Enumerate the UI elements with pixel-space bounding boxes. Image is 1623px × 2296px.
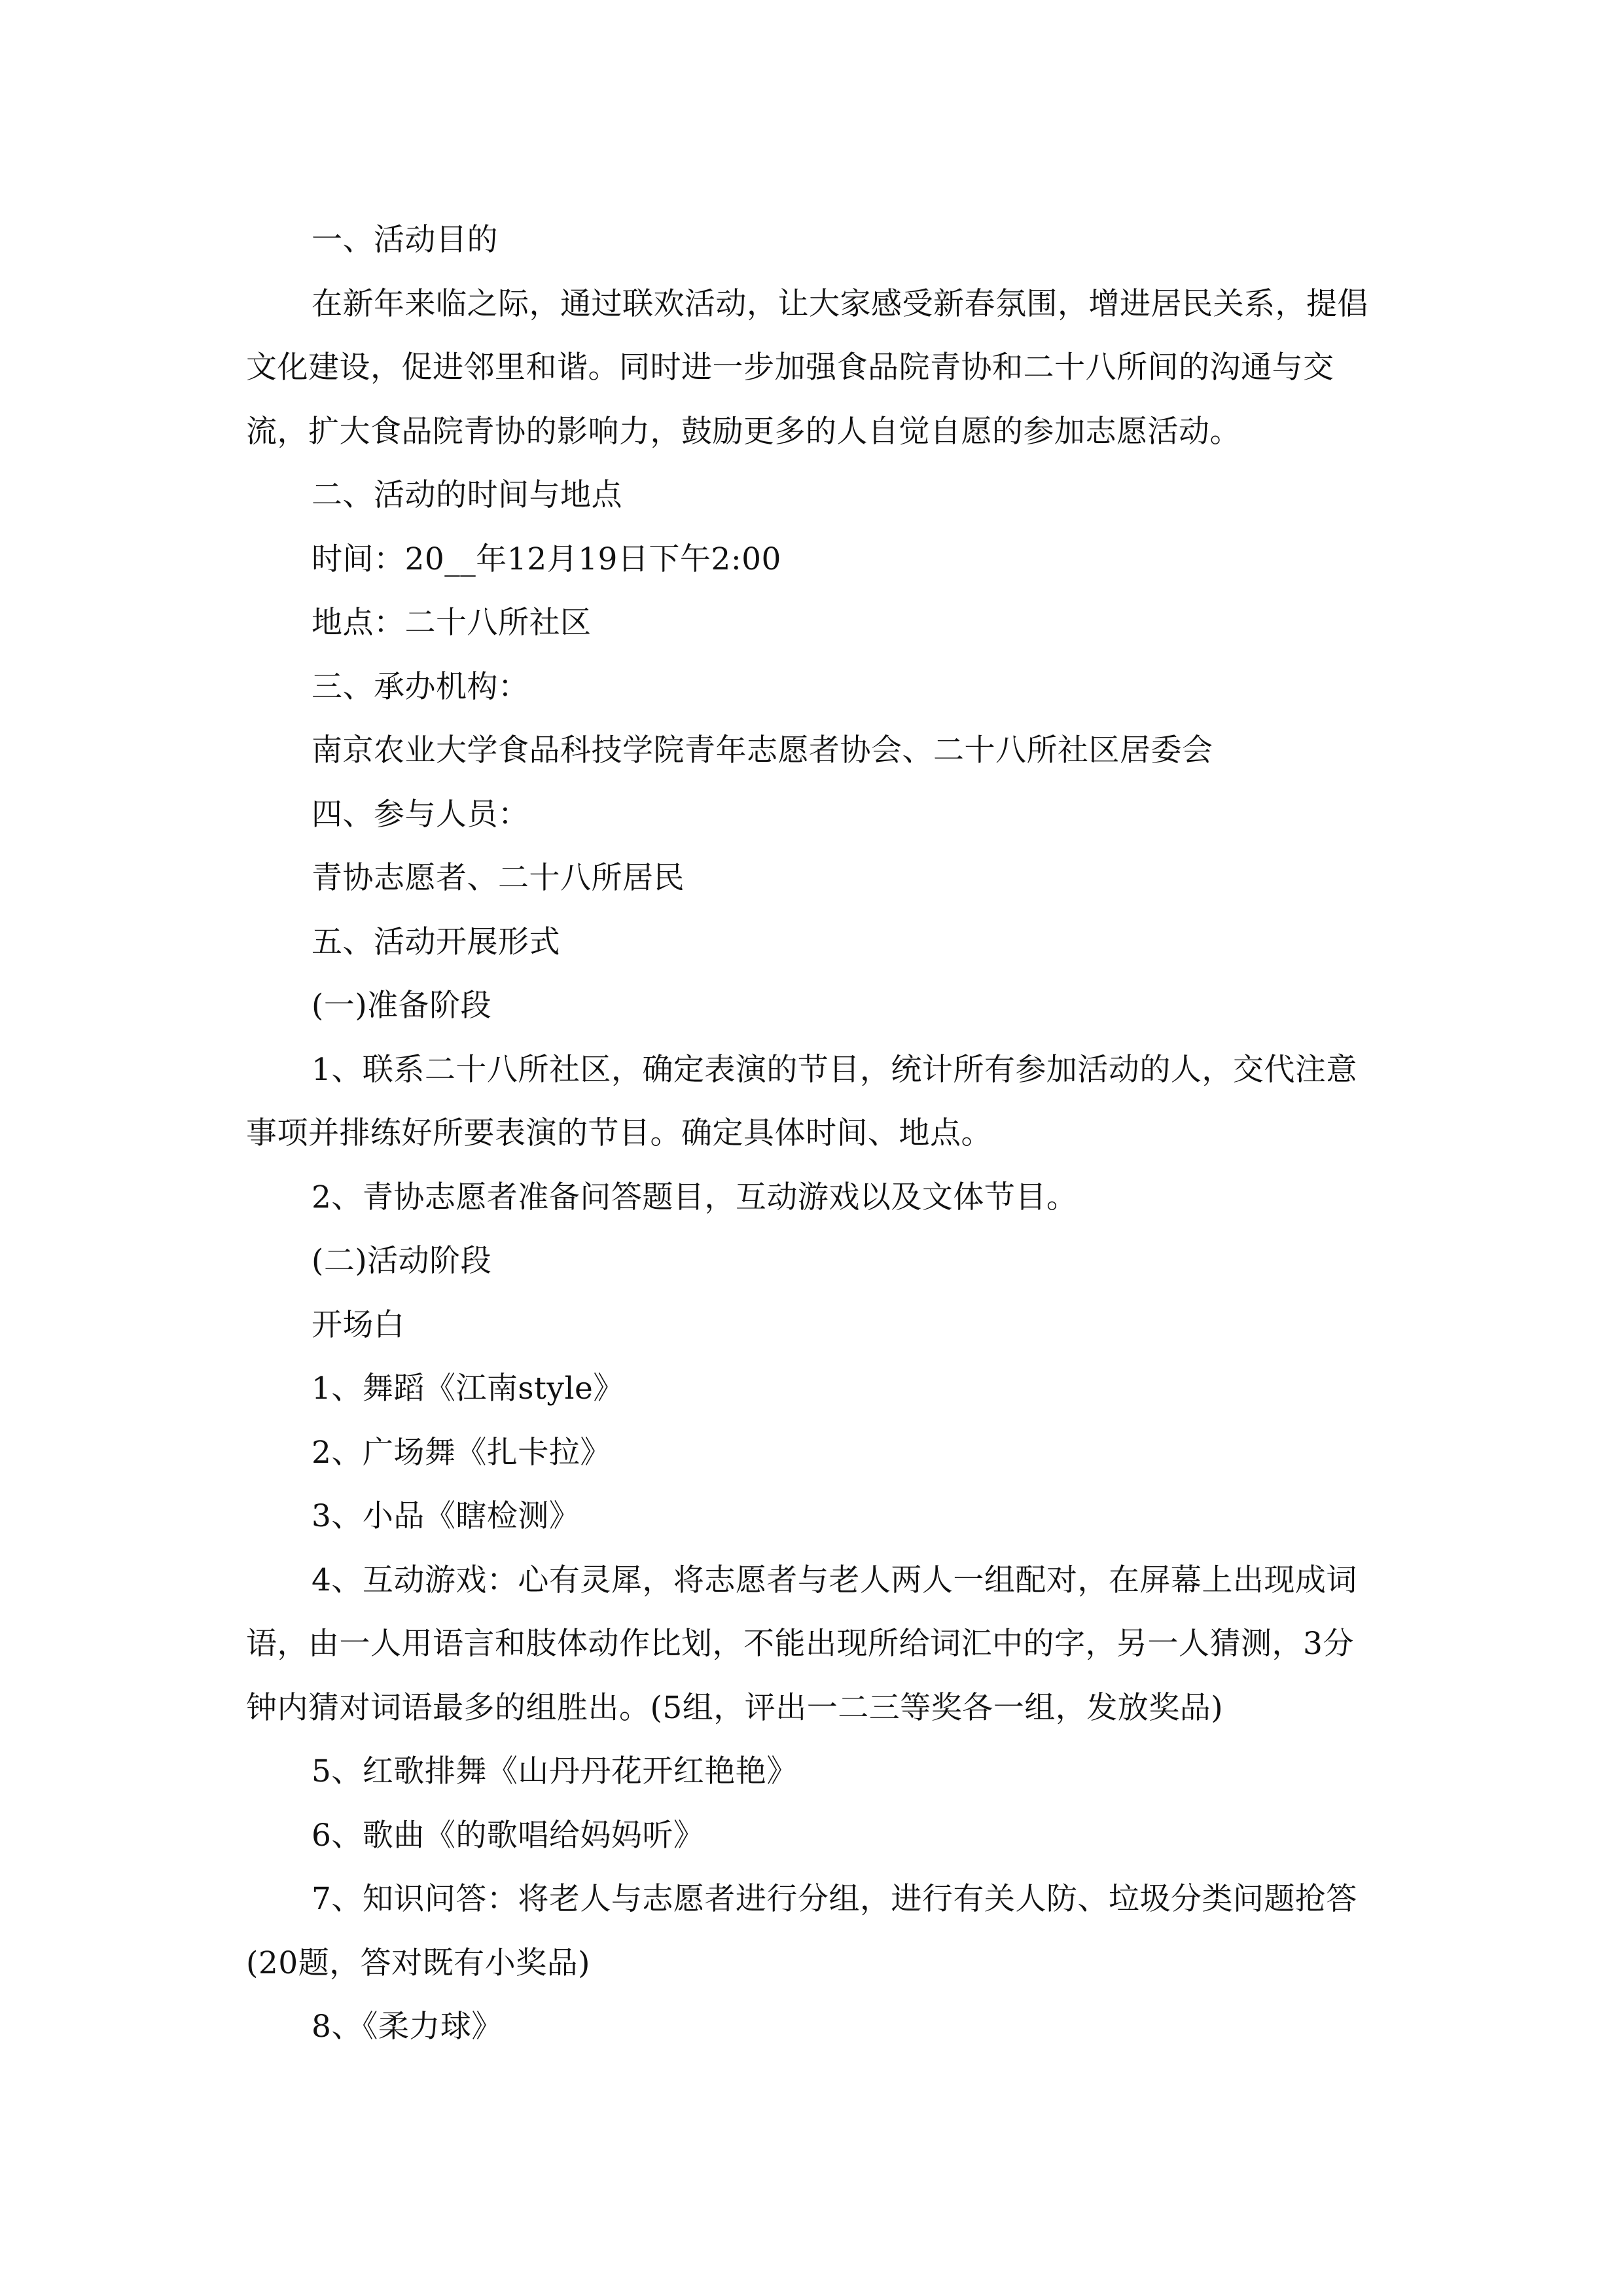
heading-activity-format: 五、活动开展形式 [312, 924, 560, 960]
line-opening-remarks: 开场白 [312, 1306, 405, 1343]
heading-activity-stage: (二)活动阶段 [312, 1243, 492, 1279]
line-organizers: 南京农业大学食品科技学院青年志愿者协会、二十八所社区居委会 [312, 732, 1213, 768]
line-participants: 青协志愿者、二十八所居民 [312, 860, 685, 896]
program-item-5: 5、红歌排舞《山丹丹花开红艳艳》 [312, 1753, 798, 1789]
document-body [246, 208, 1385, 2059]
program-item-2: 2、广场舞《扎卡拉》 [312, 1434, 611, 1471]
program-item-7: 7、知识问答：将老人与志愿者进行分组，进行有关人防、垃圾分类问题抢答(20题，答对既有小奖品) [246, 1881, 1357, 1981]
program-item-8: 8、《柔力球》 [312, 2009, 503, 2045]
program-item-6: 6、歌曲《的歌唱给妈妈听》 [312, 1817, 705, 1854]
heading-organizers: 三、承办机构： [312, 668, 529, 705]
heading-preparation-stage: (一)准备阶段 [312, 988, 492, 1024]
program-item-3: 3、小品《瞎检测》 [312, 1498, 580, 1534]
program-item-1: 1、舞蹈《江南style》 [312, 1371, 624, 1407]
paragraph-preparation-item-2: 2、青协志愿者准备问答题目，互动游戏以及文体节目。 [312, 1179, 1078, 1215]
heading-participants: 四、参与人员： [312, 796, 529, 833]
paragraph-activity-purpose: 在新年来临之际，通过联欢活动，让大家感受新春氛围，增进居民关系，提倡文化建设，促进邻里和谐。同时进一步加强食品院青协和二十八所间的沟通与交流，扩大食品院青协的影响力，鼓励更多的人自觉自愿的参加志愿活动。 [246, 285, 1368, 450]
program-item-4: 4、互动游戏：心有灵犀，将志愿者与老人两人一组配对，在屏幕上出现成词语，由一人用语言和肢体动作比划，不能出现所给词汇中的字，另一人猜测，3分钟内猜对词语最多的组胜出。(5组，评出一二三等奖各一组，发放奖品) [246, 1562, 1357, 1726]
heading-time-and-place: 二、活动的时间与地点 [312, 477, 622, 513]
line-place: 地点：二十八所社区 [312, 605, 592, 641]
paragraph-preparation-item-1: 1、联系二十八所社区，确定表演的节目，统计所有参加活动的人，交代注意事项并排练好所要表演的节目。确定具体时间、地点。 [246, 1051, 1357, 1151]
line-time: 时间：20__年12月19日下午2:00 [312, 541, 781, 577]
heading-activity-purpose: 一、活动目的 [312, 222, 498, 258]
